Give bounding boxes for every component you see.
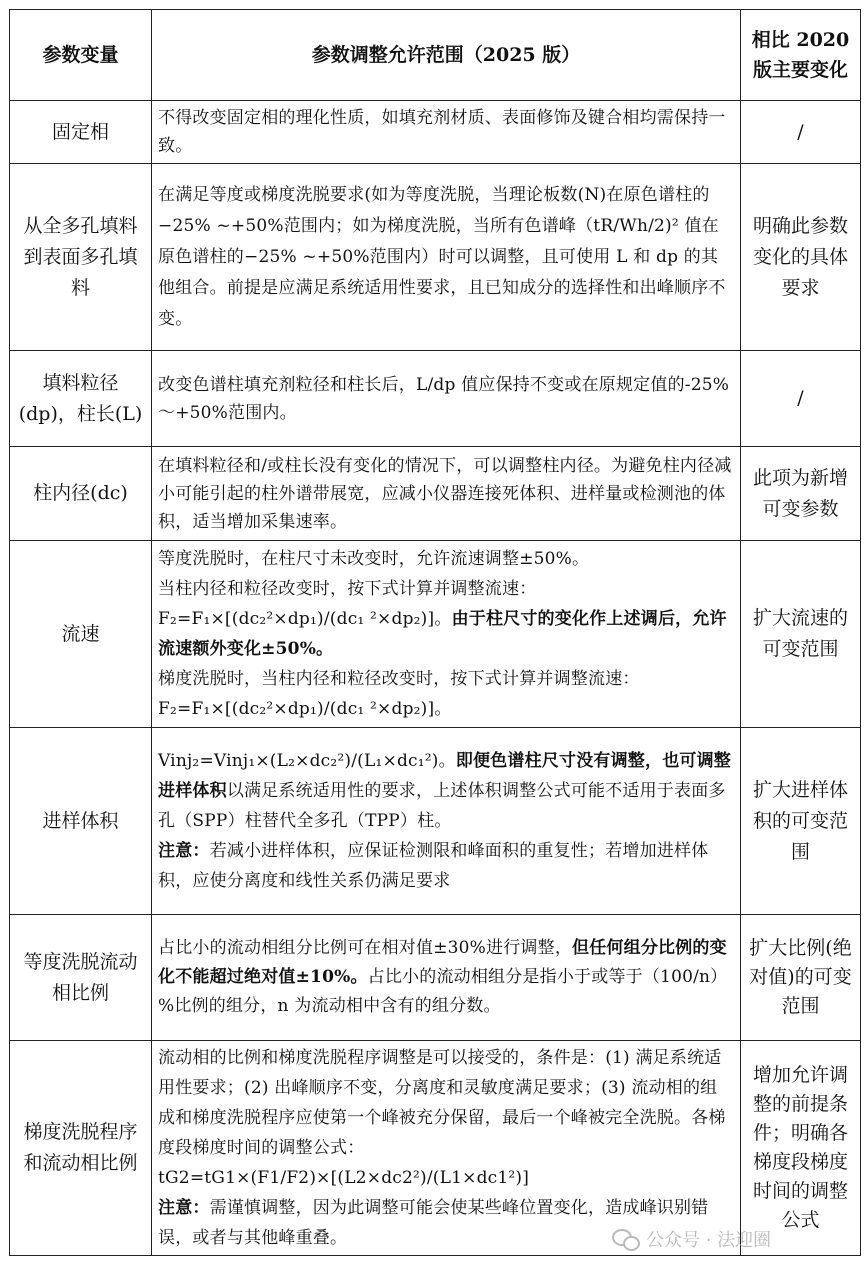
change-cell: 明确此参数变化的具体要求 xyxy=(741,164,861,351)
rule-text: 占比小的流动相组分是指小于或等于（100/n）%比例的组分，n 为流动相中含有的组分数。 xyxy=(158,967,728,1016)
table-row xyxy=(10,1041,861,1256)
change-cell: 增加允许调整的前提条件；明确各梯度段梯度时间的调整公式 xyxy=(741,1041,861,1256)
header-row xyxy=(10,10,861,101)
rule-text: 在填料粒径和/或柱长没有变化的情况下，可以调整柱内径。为避免柱内径减小可能引起的柱外谱带展宽，应减小仪器连接死体积、进样量或检测池的体积，适当增加采集速率。 xyxy=(158,455,732,532)
param-cell: 填料粒径(dp)，柱长(L) xyxy=(10,351,152,447)
param-cell: 固定相 xyxy=(10,101,152,164)
rule-text: 改变色谱柱填充剂粒径和柱长后，L/dp 值应保持不变或在原规定值的-25%～+50%范围内。 xyxy=(158,374,730,423)
change-cell: / xyxy=(741,351,861,447)
param-cell: 等度洗脱流动相比例 xyxy=(10,915,152,1041)
emphasis-text: 但任何组分比例的变化不能超过绝对值±10%。 xyxy=(158,938,727,987)
rule-text: 以满足系统适用性的要求，上述体积调整公式可能不适用于表面多孔（SPP）柱替代全多孔（TPP）柱。 xyxy=(158,781,726,831)
rule-paragraph xyxy=(158,836,734,896)
table-row xyxy=(10,447,861,541)
wechat-icon xyxy=(612,1228,640,1250)
rule-paragraph: 流动相的比例和梯度洗脱程序调整是可以接受的，条件是：(1) 满足系统适用性要求；(2) 出峰顺序不变，分离度和灵敏度满足要求；(3) 流动相的组成和梯度洗脱程序应使第一个峰被充分保留，最后一个峰被完全洗脱。各梯度段梯度时间的调整公式：tG2=tG1×(F1/F2)×[(L2×dc2²)/(L1×dc1²)] xyxy=(158,1048,726,1188)
rule-cell xyxy=(152,541,741,728)
table-row xyxy=(10,541,861,728)
table-row xyxy=(10,101,861,164)
watermark-text: 公众号 · 法迎圈 xyxy=(646,1230,772,1251)
param-cell: 流速 xyxy=(10,541,152,728)
param-cell: 从全多孔填料到表面多孔填料 xyxy=(10,164,152,351)
rule-cell xyxy=(152,1041,741,1256)
table-row xyxy=(10,164,861,351)
rule-cell xyxy=(152,351,741,447)
emphasis-text: 即便色谱柱尺寸没有调整，也可调整进样体积 xyxy=(158,751,732,801)
parameter-table xyxy=(9,9,861,1256)
rule-line: 等度洗脱时，在柱尺寸未改变时，允许流速调整±50%。 xyxy=(158,549,590,569)
param-cell: 进样体积 xyxy=(10,728,152,915)
change-cell: 扩大比例(绝对值)的可变范围 xyxy=(741,915,861,1041)
header-param: 参数变量 xyxy=(10,10,152,101)
rule-cell xyxy=(152,915,741,1041)
table-row xyxy=(10,351,861,447)
change-cell: 扩大流速的可变范围 xyxy=(741,541,861,728)
note-text: 若减小进样体积，应保证检测限和峰面积的重复性；若增加进样体积，应使分离度和线性关系仍满足要求 xyxy=(158,841,709,891)
note-label: 注意： xyxy=(158,841,210,861)
header-change: 相比 2020 版主要变化 xyxy=(741,10,861,101)
rule-cell xyxy=(152,101,741,164)
formula-text: Vinj₂=Vinj₁×(L₂×dc₂²)/(L₁×dc₁²)。 xyxy=(158,751,456,771)
rule-line: 梯度洗脱时，当柱内径和粒径改变时，按下式计算并调整流速：F₂=F₁×[(dc₂²×dp₁)/(dc₁ ²×dp₂)]。 xyxy=(158,669,640,719)
table-row xyxy=(10,915,861,1041)
rule-cell xyxy=(152,164,741,351)
emphasis-text: 由于柱尺寸的变化作上述调后，允许流速额外变化±50%。 xyxy=(158,609,727,659)
rule-text: 不得改变固定相的理化性质，如填充剂材质、表面修饰及键合相均需保持一致。 xyxy=(158,108,726,156)
note-label: 注意： xyxy=(158,1198,210,1218)
change-cell: 扩大进样体积的可变范围 xyxy=(741,728,861,915)
watermark xyxy=(612,1226,771,1252)
change-cell: / xyxy=(741,101,861,164)
rule-text: 占比小的流动相组分比例可在相对值±30%进行调整， xyxy=(158,938,573,958)
rule-line xyxy=(158,604,734,664)
note-text: 需谨慎调整，因为此调整可能会使某些峰位置变化，造成峰识别错误，或者与其他峰重叠。 xyxy=(158,1198,709,1248)
rule-text: 在满足等度或梯度洗脱要求(如为等度洗脱，当理论板数(N)在原色谱柱的−25% ~+50%范围内；如为梯度洗脱，当所有色谱峰（tR/Wh/2)² 值在原色谱柱的−25% ~+50%范围内）时可以调整，且可使用 L 和 dp 的其他组合。前提是应满足系统适用性要求，且已知成分的选择性和出峰顺序不变。 xyxy=(158,184,726,329)
param-cell: 柱内径(dc) xyxy=(10,447,152,541)
rule-cell xyxy=(152,728,741,915)
header-rule: 参数调整允许范围（2025 版） xyxy=(152,10,741,101)
rule-cell xyxy=(152,447,741,541)
table-row xyxy=(10,728,861,915)
formula-text: F₂=F₁×[(dc₂²×dp₁)/(dc₁ ²×dp₂)]。 xyxy=(158,609,452,629)
change-cell: 此项为新增可变参数 xyxy=(741,447,861,541)
rule-paragraph xyxy=(158,746,734,836)
rule-line: 当柱内径和粒径改变时，按下式计算并调整流速： xyxy=(158,579,537,599)
param-cell: 梯度洗脱程序和流动相比例 xyxy=(10,1041,152,1256)
